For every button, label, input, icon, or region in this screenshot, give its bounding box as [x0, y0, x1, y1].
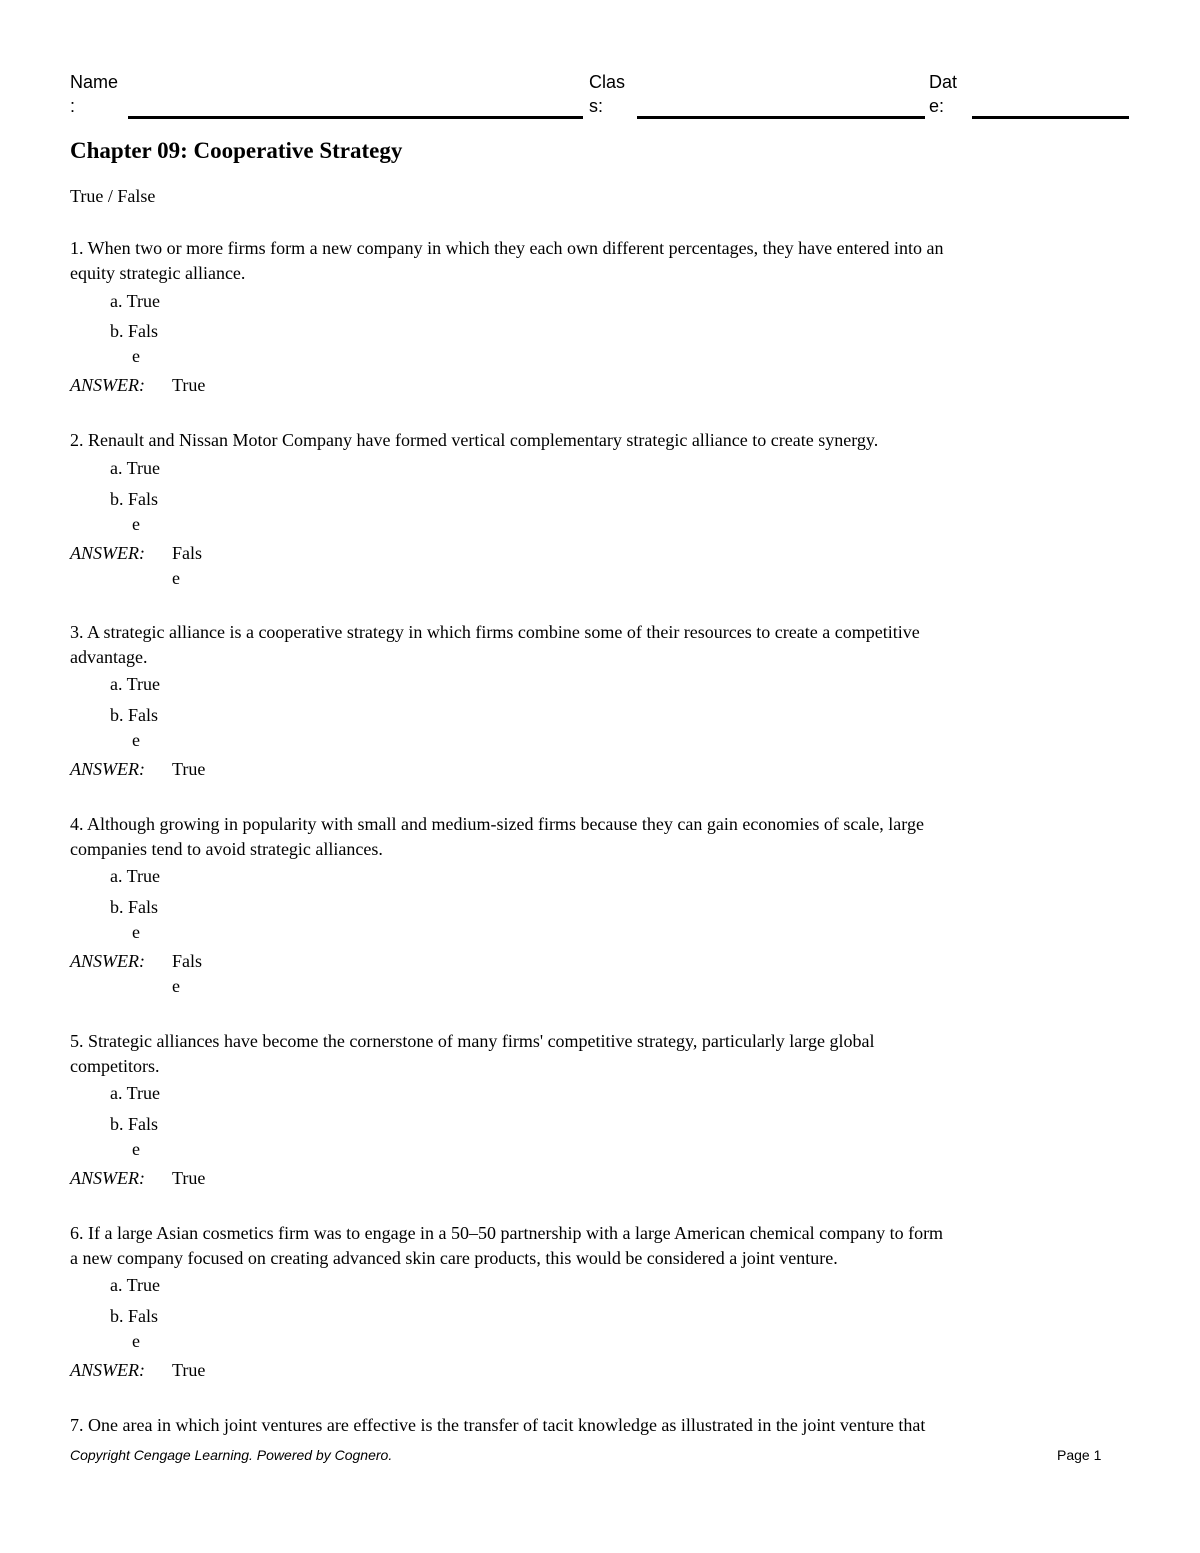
date-label-cont: e: — [929, 96, 945, 116]
date-label: Dat — [929, 72, 958, 92]
option-b[interactable]: b. Fals — [110, 1114, 159, 1134]
option-b-cont: e — [132, 922, 140, 942]
answer-value: Fals — [172, 951, 203, 971]
question-text-line: companies tend to avoid strategic alliances. — [70, 839, 383, 859]
question-text-line: 2. Renault and Nissan Motor Company have formed vertical complementary strategic alliance to create synergy. — [70, 430, 879, 450]
question-text-line: advantage. — [70, 647, 148, 667]
option-b[interactable]: b. Fals — [110, 897, 159, 917]
question-5 — [70, 1029, 1130, 1079]
option-b-cont: e — [132, 514, 140, 534]
answer-value: True — [172, 1168, 206, 1188]
question-text-line: 3. A strategic alliance is a cooperative strategy in which firms combine some of their resources to create a competitive — [70, 622, 920, 642]
answer-label: ANSWER: — [70, 951, 145, 971]
question-text-line: 4. Although growing in popularity with small and medium-sized firms because they can gain economies of scale, large — [70, 814, 924, 834]
question-3 — [70, 620, 1130, 670]
question-text-line: 5. Strategic alliances have become the cornerstone of many firms' competitive strategy, particularly large global — [70, 1031, 875, 1051]
class-field-line[interactable] — [637, 116, 925, 119]
answer-value: True — [172, 375, 206, 395]
option-b[interactable]: b. Fals — [110, 489, 159, 509]
option-a[interactable]: a. True — [110, 866, 161, 886]
question-text-line: equity strategic alliance. — [70, 263, 246, 283]
answer-label: ANSWER: — [70, 1168, 145, 1188]
option-b-cont: e — [132, 1139, 140, 1159]
answer-value: True — [172, 759, 206, 779]
question-4 — [70, 812, 1130, 862]
answer-value-cont: e — [172, 976, 180, 996]
answer-label: ANSWER: — [70, 375, 145, 395]
answer-value: True — [172, 1360, 206, 1380]
date-field-line[interactable] — [972, 116, 1129, 119]
question-6 — [70, 1221, 1130, 1271]
question-7 — [70, 1413, 1130, 1438]
option-a[interactable]: a. True — [110, 458, 161, 478]
question-text-line: 7. One area in which joint ventures are effective is the transfer of tacit knowledge as illustrated in the joint venture that — [70, 1415, 926, 1435]
page-number: Page 1 — [1057, 1447, 1102, 1463]
page-title: Chapter 09: Cooperative Strategy — [70, 138, 403, 163]
option-a[interactable]: a. True — [110, 1275, 161, 1295]
option-b[interactable]: b. Fals — [110, 705, 159, 725]
answer-label: ANSWER: — [70, 759, 145, 779]
option-b[interactable]: b. Fals — [110, 1306, 159, 1326]
name-label: Name — [70, 72, 119, 92]
copyright-text: Copyright Cengage Learning. Powered by Cognero. — [70, 1447, 393, 1463]
option-a[interactable]: a. True — [110, 291, 161, 311]
class-label: Clas — [589, 72, 626, 92]
class-label-cont: s: — [589, 96, 604, 116]
answer-value-cont: e — [172, 568, 180, 588]
option-b-cont: e — [132, 730, 140, 750]
answer-label: ANSWER: — [70, 1360, 145, 1380]
question-2 — [70, 428, 1130, 453]
option-a[interactable]: a. True — [110, 674, 161, 694]
option-a[interactable]: a. True — [110, 1083, 161, 1103]
option-b-cont: e — [132, 346, 140, 366]
question-text-line: competitors. — [70, 1056, 160, 1076]
question-1 — [70, 236, 1130, 286]
question-text-line: 1. When two or more firms form a new company in which they each own different percentages, they have entered into an — [70, 238, 944, 258]
question-text-line: 6. If a large Asian cosmetics firm was to engage in a 50–50 partnership with a large American chemical company to form — [70, 1223, 944, 1243]
name-field-line[interactable] — [128, 116, 583, 119]
option-b-cont: e — [132, 1331, 140, 1351]
section-heading: True / False — [70, 186, 156, 206]
name-label-cont: : — [70, 96, 76, 116]
option-b[interactable]: b. Fals — [110, 321, 159, 341]
question-text-line: a new company focused on creating advanced skin care products, this would be considered a joint venture. — [70, 1248, 838, 1268]
answer-value: Fals — [172, 543, 203, 563]
answer-label: ANSWER: — [70, 543, 145, 563]
